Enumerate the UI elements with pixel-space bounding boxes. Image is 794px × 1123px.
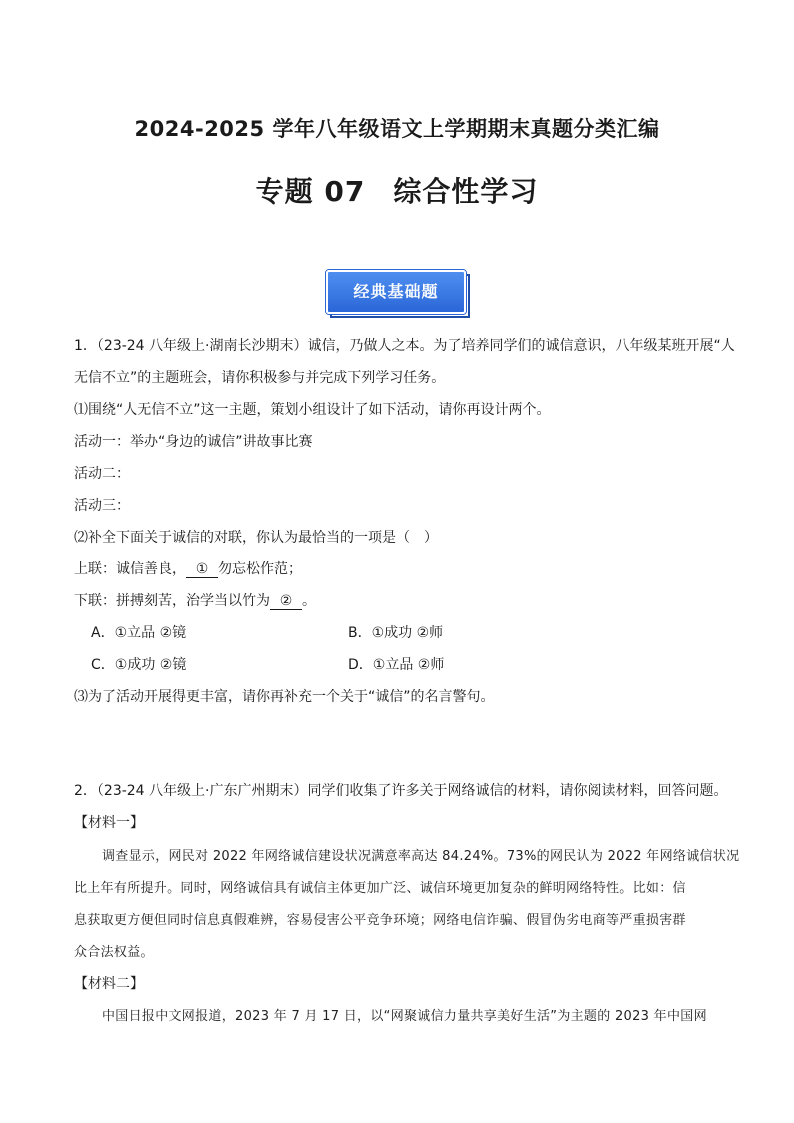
option-d: D．①立品 ②师: [348, 657, 445, 673]
q1-activity1: 活动一：举办“身边的诚信”讲故事比赛: [74, 434, 313, 450]
q2-stem: 2．（23-24 八年级上·广东广州期末）同学们收集了许多关于网络诚信的材料，请你阅读材料，回答问题。: [74, 783, 728, 799]
material-1-line2: 比上年有所提升。同时，网络诚信具有诚信主体更加广泛、诚信环境更加复杂的鲜明网络特性。比如：信: [74, 881, 686, 896]
option-a: A．①立品 ②镜: [91, 625, 187, 641]
section-badge: [326, 270, 470, 318]
material-1-line3: 息获取更方便但同时信息真假难辨，容易侵害公平竞争环境；网络电信诈骗、假冒伪劣电商等严重损害群: [74, 913, 686, 928]
q1-stem-line2: 无信不立”的主题班会，请你积极参与并完成下列学习任务。: [74, 370, 446, 386]
topic-name: 综合性学习: [393, 175, 539, 208]
q1-activity3: 活动三：: [74, 498, 130, 514]
option-b: B．①成功 ②师: [348, 625, 444, 641]
topic-number: 专题 07: [255, 175, 366, 208]
couplet-blank-1: ①: [186, 561, 218, 578]
material-2-heading: 【材料二】: [74, 976, 144, 992]
q1-activity2: 活动二：: [74, 466, 130, 482]
section-badge-label: 经典基础题: [326, 270, 466, 314]
q1-part2: ⑵补全下面关于诚信的对联，你认为最恰当的一项是（ ）: [74, 530, 438, 546]
q1-part3: ⑶为了活动开展得更丰富，请你再补充一个关于“诚信”的名言警句。: [74, 689, 495, 705]
topic-title: [0, 170, 794, 210]
couplet-lower: 下联：拼搏刻苦，治学当以竹为 ② 。: [74, 593, 316, 609]
q1-stem-line1: 1．（23-24 八年级上·湖南长沙期末）诚信，乃做人之本。为了培养同学们的诚信意识，八年级某班开展“人: [74, 338, 735, 354]
material-1-line1: 调查显示，网民对 2022 年网络诚信建设状况满意率高达 84.24%。73%的网民认为 2022 年网络诚信状况: [102, 849, 740, 864]
q1-part1: ⑴围绕“人无信不立”这一主题，策划小组设计了如下活动，请你再设计两个。: [74, 402, 551, 418]
couplet-upper: 上联：诚信善良， ① 勿忘松作范；: [74, 561, 302, 577]
material-2-line1: 中国日报中文网报道，2023 年 7 月 17 日，以“网聚诚信力量共享美好生活”为主题的 2023 年中国网: [102, 1009, 707, 1024]
option-c: C．①成功 ②镜: [91, 657, 187, 673]
document-title: 2024-2025 学年八年级语文上学期期末真题分类汇编: [134, 117, 660, 141]
material-1-line4: 众合法权益。: [74, 945, 154, 960]
material-1-heading: 【材料一】: [74, 815, 144, 831]
couplet-blank-2: ②: [270, 593, 302, 610]
